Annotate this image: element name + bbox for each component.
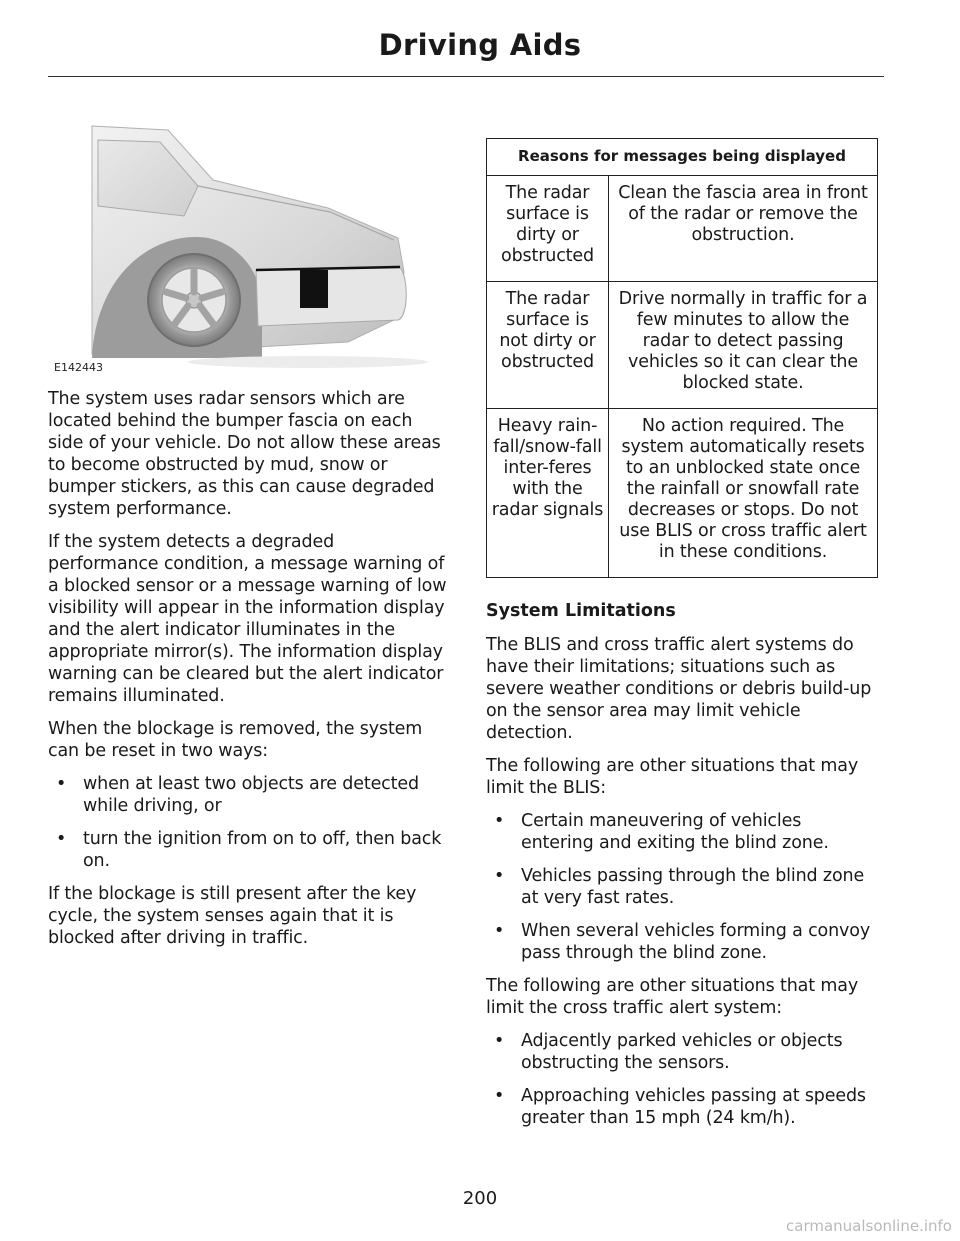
- table-cell-cause: The radar surface is not dirty or obstructed: [487, 282, 609, 409]
- cross-traffic-limitations-list: [486, 1030, 878, 1129]
- list-item: • When several vehicles forming a convoy pass through the blind zone.: [494, 921, 871, 963]
- figure-code: E142443: [54, 361, 103, 374]
- table-row: [487, 409, 878, 578]
- header-divider: [48, 76, 884, 77]
- list-item: • Vehicles passing through the blind zone at very fast rates.: [494, 866, 865, 908]
- paragraph: The following are other situations that may limit the BLIS:: [486, 756, 859, 798]
- list-item: • when at least two objects are detected while driving, or: [56, 774, 419, 816]
- paragraph: If the system detects a degraded performance condition, a message warning of a blocked sensor or a message warning of low visibility will appear in the information display and the alert indicator illuminates in the appropriate mirror(s). The information display warning can be cleared but the alert indicator remains illuminated.: [48, 532, 447, 706]
- section-heading: System Limitations: [486, 601, 676, 621]
- table-header: Reasons for messages being displayed: [487, 139, 878, 176]
- table-cell-action: No action required. The system automatically resets to an unblocked state once the rainfall or snowfall rate decreases or stops. Do not use BLIS or cross traffic alert in these conditions.: [609, 409, 878, 578]
- paragraph: The following are other situations that may limit the cross traffic alert system:: [486, 976, 859, 1018]
- paragraph: When the blockage is removed, the system can be reset in two ways:: [48, 719, 423, 761]
- list-item: • Approaching vehicles passing at speeds greater than 15 mph (24 km/h).: [494, 1086, 866, 1128]
- reasons-table: [486, 138, 878, 578]
- reset-methods-list: [48, 773, 448, 872]
- bullet-icon: •: [494, 1031, 505, 1051]
- right-column: [486, 138, 878, 1140]
- list-item: • Adjacently parked vehicles or objects obstructing the sensors.: [494, 1031, 843, 1073]
- paragraph: The BLIS and cross traffic alert systems do have their limitations; situations such as severe weather conditions or debris build-up on the sensor area may limit vehicle detection.: [486, 635, 872, 743]
- bullet-icon: •: [494, 866, 505, 886]
- car-rear-bumper-sensor-illustration: [48, 120, 448, 372]
- table-cell-action: Clean the fascia area in front of the radar or remove the obstruction.: [609, 176, 878, 282]
- table-cell-cause: The radar surface is dirty or obstructed: [487, 176, 609, 282]
- table-cell-action: Drive normally in traffic for a few minutes to allow the radar to detect passing vehicles so it can clear the blocked state.: [609, 282, 878, 409]
- bullet-icon: •: [56, 774, 67, 794]
- table-cell-cause: Heavy rain-fall/snow-fall inter-feres with the radar signals: [487, 409, 609, 578]
- paragraph: The system uses radar sensors which are located behind the bumper fascia on each side of your vehicle. Do not allow these areas to become obstructed by mud, snow or bumper stickers, as this can cause degraded system performance.: [48, 389, 441, 519]
- blis-limitations-list: [486, 810, 878, 964]
- bullet-icon: •: [494, 811, 505, 831]
- page-number: 200: [462, 1188, 498, 1209]
- list-item: • Certain maneuvering of vehicles entering and exiting the blind zone.: [494, 811, 829, 853]
- page-title: Driving Aids: [378, 28, 582, 62]
- figure-car-sensor: [48, 120, 448, 372]
- bullet-icon: •: [494, 921, 505, 941]
- left-column: [48, 120, 448, 960]
- table-row: [487, 282, 878, 409]
- list-item: • turn the ignition from on to off, then back on.: [56, 829, 442, 871]
- bullet-icon: •: [56, 829, 67, 849]
- paragraph: If the blockage is still present after the key cycle, the system senses again that it is blocked after driving in traffic.: [48, 884, 417, 948]
- table-row: [487, 176, 878, 282]
- watermark: carmanualsonline.info: [786, 1217, 952, 1235]
- bullet-icon: •: [494, 1086, 505, 1106]
